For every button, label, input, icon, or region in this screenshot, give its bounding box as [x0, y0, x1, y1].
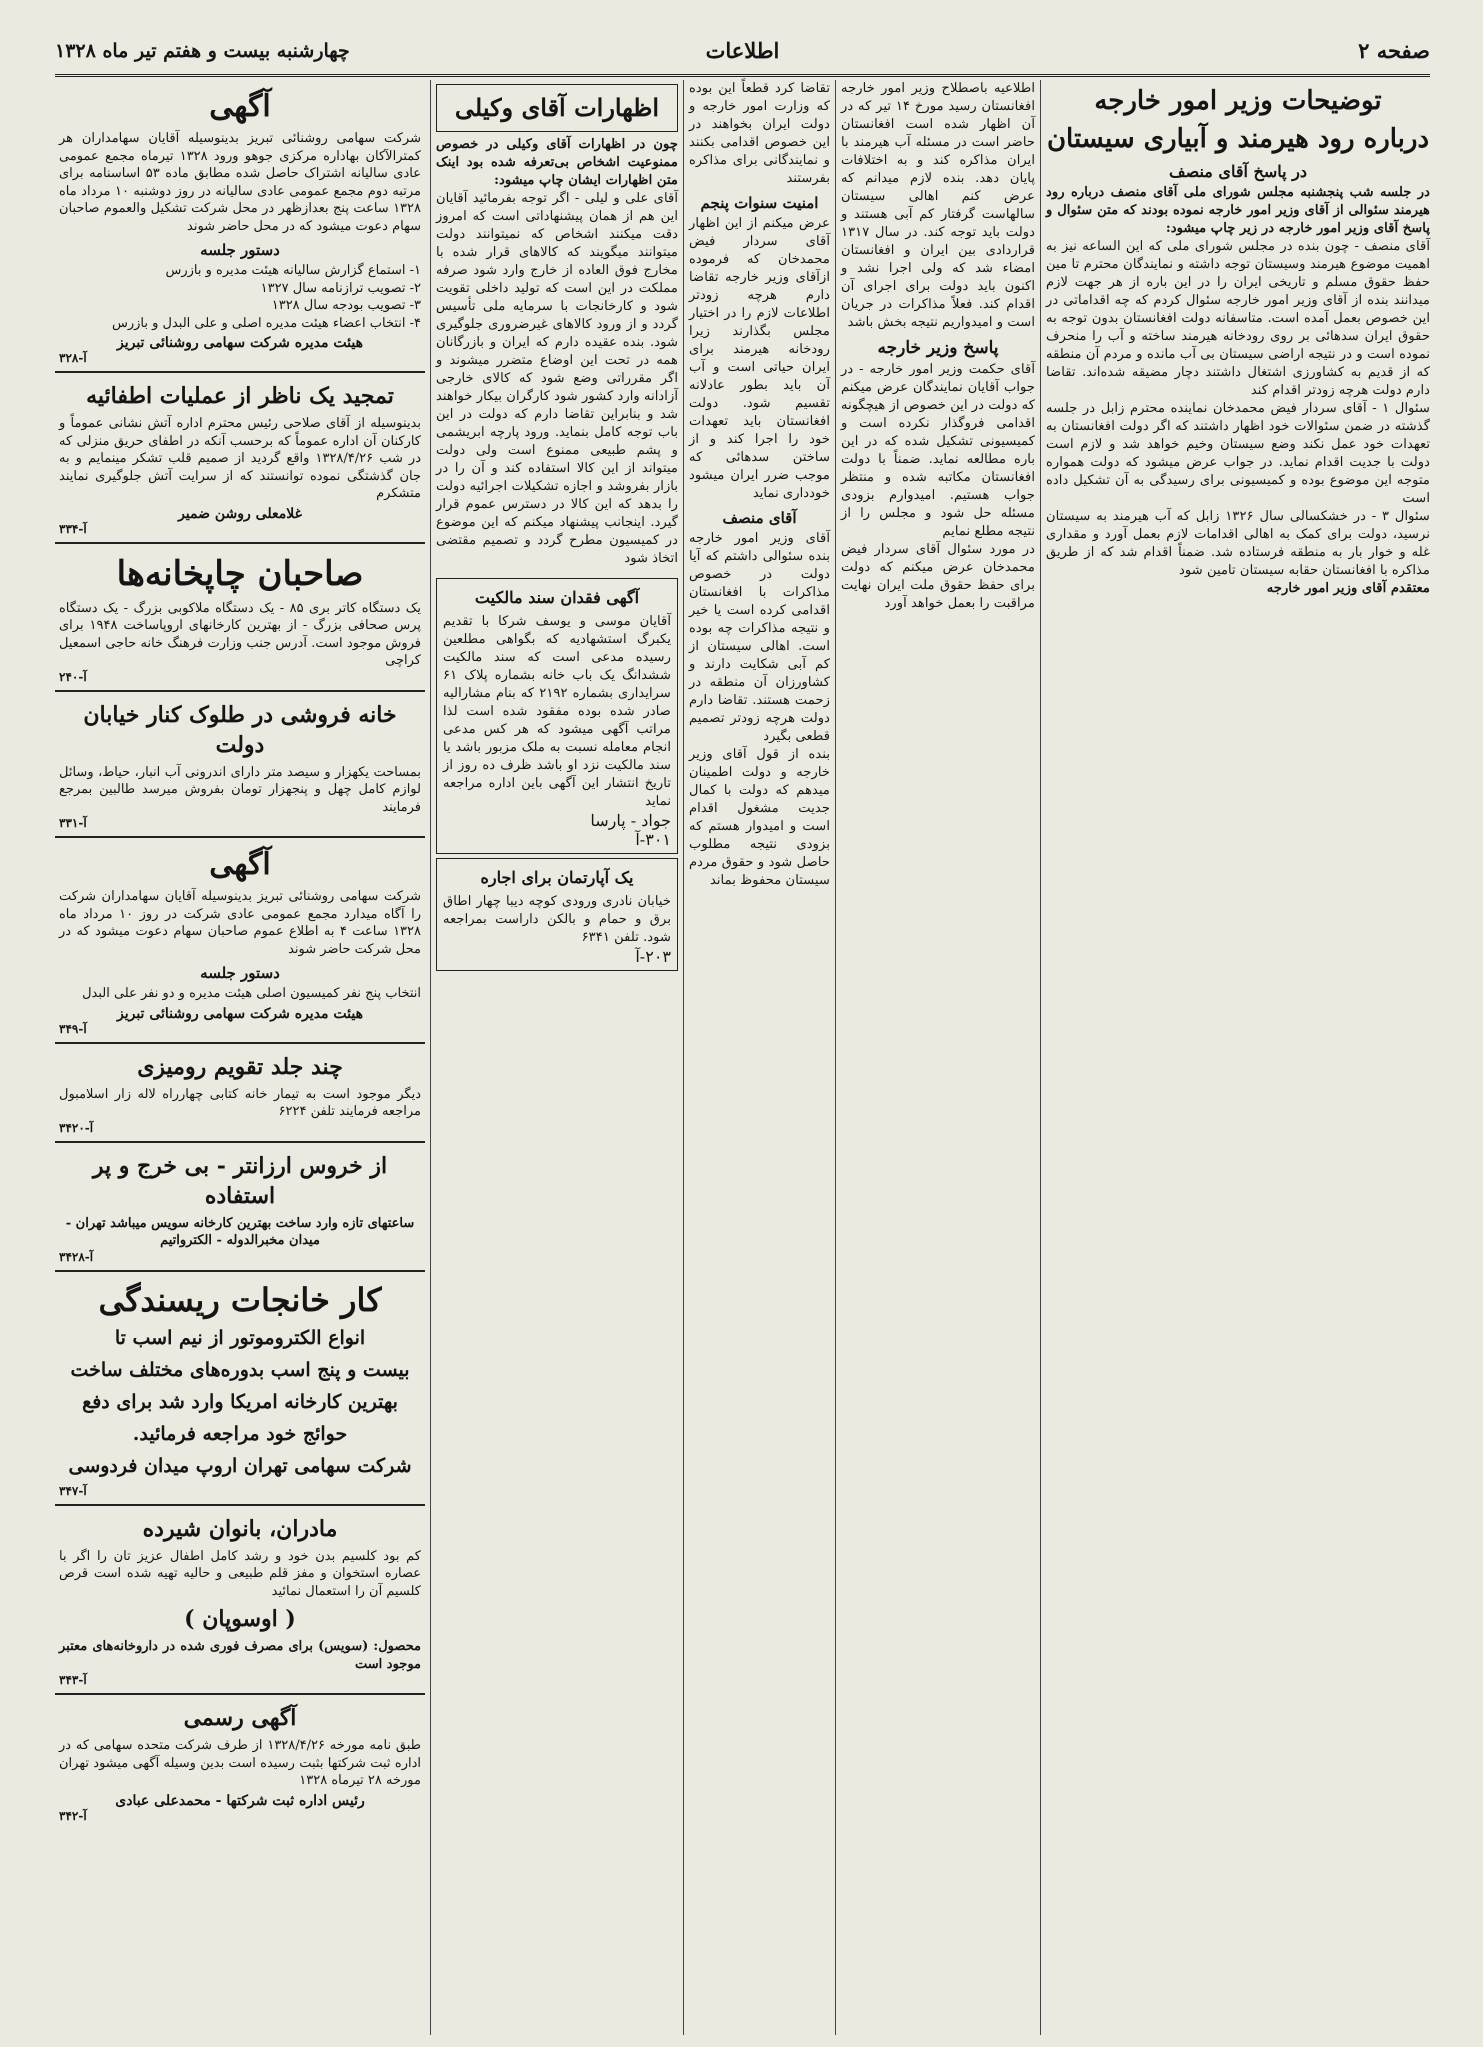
ad-agenda-item: ۲- تصویب ترازنامه سال ۱۳۲۷	[260, 280, 421, 296]
ad-notice-2	[55, 838, 425, 1044]
masthead	[55, 34, 1430, 77]
lead-body: سئوال ۱ - آقای سردار فیض محمدخان نماینده محترم زابل در جلسه گذشته در ضمن سئوالات خود اظهار داشتند که اگر دولت افغانستان به تعهدات خود عمل نکند وضع سیستان وخیم خواهد شد و لازم است دولت با جدیت اقدام نماید. در جواب عرض میشود که دولت همواره متوجه این موضوع بوده و کمیسیونی برای رسیدگی به آن تشکیل داده است	[1046, 401, 1431, 506]
notice-code: ۳۰۱-آ	[635, 830, 671, 849]
article-body: آقای علی و لیلی - اگر توجه بفرمائید آقایان این هم از همان پیشنهاداتی است که امروز دقت میکنند اشخاص که نمیتوانند دولت میتوانند میگویند که کالاهای قرار شده با مخارج فوق العاده از خارج وارد شود صرفه مملکت در این است که تولید داخلی تقویت شود و کارخانجات با سرمایه ملی تأسیس گردد و از ورود کالاهای غیرضروری جلوگیری شود. بنده عقیده دارم که ایران و بازرگانان همه در تحت این اوضاع متضرر میشوند و اگر مقرراتی وضع شود که کالای خارجی آزادانه وارد کشور شود کارگران بیکار خواهند شد و بنابراین تقاضا دارم که دولت در این باب توجه کامل بنماید. ورود پارچه ابریشمی و پشم طبیعی ممنوع است ولی دولت میتواند از این کالا استفاده کند و آن را در بازار بفروشد و اجازه تشکیلات اجرائیه دولت را بدهد که این کالا در دسترس عموم قرار گیرد. اینجانب پیشنهاد میکنم که این موضوع در کمیسیون مطرح گردد و تصمیم مقتضی اتخاذ شود	[436, 191, 678, 566]
notice-title: آگهی فقدان سند مالکیت	[474, 588, 640, 607]
lost-deed-notice	[436, 578, 678, 854]
ad-body: شرکت سهامی روشنائی تبریز بدینوسیله آقایان سهامداران هر کمترالآکان بهاداره مرکزی جوهو ورود ۱۳۲۸ تیرماه مجمع عمومی عادی سالیانه اشتراک حاصل شده مطابق ماده ۵۳ اساسنامه برای مرتبه دوم مجمع عمومی عادی سالیانه در روز دوشنبه ۱۰ مرداد ماه ۱۳۲۸ ساعت پنج بعدازظهر در محل شرکت تشکیل والعموم صاحبان سهام دعوت میشود که در محل حاضر شوند	[59, 131, 421, 234]
ad-title: آگهی	[209, 847, 271, 882]
masthead-page-number: صفحه ۲	[1358, 38, 1430, 63]
apartment-ad	[436, 858, 678, 971]
section-title: پاسخ وزیر خارجه	[877, 338, 999, 358]
ads-column	[55, 80, 425, 1829]
column-rule	[1040, 80, 1041, 2035]
ad-calcium	[55, 1506, 425, 1696]
notice-body: آقایان موسی و یوسف شرکا با تقدیم یکبرگ استشهادیه که بگواهی مطلعین رسیده مدعی است که سند مالکیت ششدانگ یک باب خانه بشماره پلاک ۶۱ سرایداری بشماره ۲۱۹۲ که بنام مشارالیه صادر شده بوده مفقود شده است لذا مراتب آگهی میشود که هر کس مدعی انجام معامله نسبت به ملک مزبور باشد یا سند مالکیت نزد او باشد ظرف ده روز از تاریخ انتشار این آگهی باین اداره مراجعه نماید	[443, 614, 671, 809]
ad-note: محصول: (سویس) برای مصرف فوری شده در داروخانه‌های معتبر موجود است	[59, 1639, 421, 1672]
ad-title: آگهی رسمی	[183, 1705, 297, 1731]
ad-notice-1	[55, 80, 425, 373]
ad-printers	[55, 544, 425, 692]
column-debate	[689, 80, 830, 890]
column-foreign-minister	[841, 80, 1035, 613]
ad-code: ۲۴۰-آ	[59, 669, 87, 684]
column-rule	[430, 80, 431, 2035]
ad-body: ساعتهای تازه وارد ساخت بهترین کارخانه سویس میباشد تهران - میدان مخبرالدوله - الکترواتیم	[65, 1215, 415, 1248]
column-rule	[683, 80, 684, 2035]
masthead-date: چهارشنبه بیست و هفتم تیر ماه ۱۳۲۸	[55, 40, 350, 62]
ad-official	[55, 1695, 425, 1829]
ad-code: ۳۳۱-آ	[59, 816, 87, 830]
ad-line: حوائج خود مراجعه فرمائید.	[132, 1422, 348, 1445]
ad-line: انواع الکتروموتور از نیم اسب تا	[114, 1326, 366, 1349]
notice-signature: جواد - پارسا	[590, 811, 671, 830]
lead-kicker: در پاسخ آقای منصف	[1169, 162, 1307, 181]
ad-title: تمجید یک ناظر از عملیات اطفائیه	[86, 383, 394, 409]
ad-line: شرکت سهامی تهران اروپ میدان فردوسی	[68, 1454, 412, 1477]
section-title: امنیت سنوات پنجم	[700, 194, 819, 212]
ad-agenda-item: ۴- انتخاب اعضاء هیئت مدیره اصلی و علی البدل و بازرس	[111, 315, 421, 331]
article-body: در مورد سئوال آقای سردار فیض محمدخان عرض میکنم که دولت برای حفظ حقوق ملت ایران نهایت مراقبت را بعمل خواهد آورد	[841, 542, 1035, 611]
ad-signature: هیئت مدیره شرکت سهامی روشنائی تبریز	[116, 335, 363, 351]
ad-agenda-title: دستور جلسه	[200, 964, 280, 982]
column-vakili	[436, 80, 678, 975]
ad-body: شرکت سهامی روشنائی تبریز بدینوسیله آقایان سهامداران شرکت را آگاه میدارد مجمع عمومی عادی شرکت در روز ۱۰ مرداد ماه ۱۳۲۸ ساعت ۴ به اطلاع عموم صاحبان سهام دعوت میشود که در محل شرکت حاضر شوند	[59, 889, 421, 957]
column-rule	[835, 80, 836, 2035]
ad-title: چند جلد تقویم رومیزی	[137, 1053, 343, 1080]
ad-body: بمساحت یکهزار و سیصد متر دارای اندرونی آب انبار، حیاط، وسائل لوازم کامل چهل و پنجهزار تومان بفروش میرسد طالبین بمرجع فرمایند	[59, 764, 421, 815]
lead-headline: توضیحات وزیر امور خارجه	[1094, 86, 1382, 116]
ad-agenda-item: ۱- استماع گزارش سالیانه هیئت مدیره و بازرس	[165, 263, 421, 278]
article-title: اظهارات آقای وکیلی	[454, 93, 660, 122]
ad-line: بیست و پنج اسب بدوره‌های مختلف ساخت	[70, 1358, 410, 1381]
article-body: اطلاعیه باصطلاح وزیر امور خارجه افغانستان رسید مورخ ۱۴ تیر که در آن اظهار شده است افغانستان حاضر است در مسئله آب هیرمند با ایران مذاکره کند و به اختلافات پایان دهد. بنده لازم میدانم که عرض کنم اهالی سیستان سالهاست گرفتار کم آبی هستند و دولت باید توجه کند. در سال ۱۳۱۷ قراردادی بین ایران و افغانستان امضاء شد که ولی اجرا نشد و اکنون باید دولت برای اجرای آن اقدام کند. فعلاً مذاکرات در جریان است و امیدواریم نتیجه بخش باشد	[841, 81, 1036, 330]
ad-title: یک آپارتمان برای اجاره	[480, 868, 634, 887]
ad-agenda-item: انتخاب پنج نفر کمیسیون اصلی هیئت مدیره و دو نفر علی البدل	[82, 986, 421, 1001]
article-body: بنده از قول آقای وزیر خارجه و دولت اطمینان میدهم که دولت با کمال جدیت مشغول اقدام است و امیدوار هستم که بزودی نتیجه مطلوب حاصل شود و حقوق مردم سیستان محفوظ بماند	[689, 747, 830, 888]
ad-code: ۳۴۳-آ	[59, 1673, 87, 1687]
ad-body: یک دستگاه کاتر بری ۸۵ - یک دستگاه ملاکوبی بزرگ - یک دستگاه پرس صحافی بزرگ - از بهترین کارخانهای اروپاساخت ۱۹۴۸ برای فروش موجود است. آدرس جنب وزارت فرهنگ خانه حاجی اسمعیل کراچی	[59, 600, 422, 668]
article-body: تقاضا کرد قطعاً این بوده که وزارت امور خارجه و دولت ایران بخواهند در این خصوص اقدامی بکنند و نمایندگانی برای مذاکره بفرستند	[689, 81, 830, 186]
lead-body-end: معتقدم آقای وزیر امور خارجه	[1266, 581, 1430, 596]
ad-body: طبق نامه مورخه ۱۳۲۸/۴/۲۶ از طرف شرکت متحده سهامی که در اداره ثبت شرکتها بثبت رسیده است بدین وسیله آگهی میشود تهران مورخه ۲۸ تیرماه ۱۳۲۸	[59, 1738, 421, 1788]
ad-house-sale	[55, 692, 425, 839]
ad-body: بدینوسیله از آقای صلاحی رئیس محترم اداره آتش نشانی عموماً و کارکنان آن اداره عموماً که برحسب آنکه در اطفای حریق منزلی که در شب ۱۳۲۸/۴/۲۶ واقع گردید از صمیم قلب تشکر مینمایم و به جان گذشتگی نموده توانستند که از سرایت آتش جلوگیری نمایند متشکرم	[59, 416, 421, 501]
section-title: آقای منصف	[722, 509, 797, 527]
masthead-paper-name: اطلاعات	[705, 38, 780, 63]
ad-body: خیابان نادری ورودی کوچه دیبا چهار اطاق برق و حمام و بالکن داراست بمراجعه شود. تلفن ۶۳۴۱	[443, 894, 671, 945]
article-body: آقای حکمت وزیر امور خارجه - در جواب آقایان نمایندگان عرض میکنم که دولت در این خصوص از هیچگونه اقدامی فروگذار نکرده است و کمیسیونی تشکیل شده که در این باره مطالعه نماید. ضمناً با دولت افغانستان مکاتبه شده و منتظر جواب هستیم. امیدوارم بزودی مسئله حل شود و مجلس را از نتیجه مطلع نمایم	[841, 362, 1035, 539]
ad-brand: ( اوسوپان )	[184, 1606, 296, 1632]
lead-body: آقای منصف - چون بنده در مجلس شورای ملی که این الساعه نیز به اهمیت موضوع هیرمند وسیستان توجه داشته و نمایندگان محترم تا مین حفظ حقوق مسلم و تاریخی ایران را در این باره از هر جهت لازم میدانند بنده از آقای وزیر امور خارجه سئوال کردم که چه اقداماتی در این خصوص بعمل آمده است. متاسفانه دولت افغانستان بدون توجه به حقوق ایران سدهائی بر روی رودخانه هیرمند ساخته و آب را منحرف نموده است و در نتیجه اراضی سیستان بی آب مانده و مردم آن منطقه که از قدیم به کشاورزی اشتغال داشتند دچار مضیقه شده‌اند. تقاضا دارم دولت هرچه زودتر اقدام کند	[1046, 239, 1430, 398]
ad-title: خانه فروشی در طلوک کنار خیابان دولت	[83, 701, 397, 758]
ad-title: کار خانجات ریسندگی	[98, 1280, 382, 1319]
ad-title: مادران، بانوان شیرده	[142, 1515, 338, 1542]
article-body: عرض میکنم از این اظهار آقای سردار فیض محمدخان که فرموده ازآقای وزیر خارجه تقاضا دارم هرچه زودتر اطلاعات لازم را در اختیار مجلس بگذارند زیرا رودخانه هیرمند برای ایران حیاتی است و آب آن باید بطور عادلانه تقسیم شود. دولت افغانستان باید تعهدات خود را اجرا کند و از ساختن سدهائی که موجب ضرر ایران میشود خودداری نماید	[689, 216, 830, 501]
ad-title: آگهی	[209, 89, 271, 124]
ad-code: ۳۴۲۰-آ	[59, 1120, 94, 1135]
ad-line: بهترین کارخانه امریکا وارد شد برای دفع	[82, 1390, 398, 1413]
ad-watches	[55, 1143, 425, 1272]
article-header-box	[436, 84, 678, 132]
ad-code: ۳۴۲-آ	[59, 1808, 87, 1823]
ad-signature: رئیس اداره ثبت شرکتها - محمدعلی عبادی	[115, 1792, 365, 1809]
article-intro: چون در اظهارات آقای وکیلی در خصوص ممنوعیت اشخاص بی‌تعرفه شده بود اینک متن اظهارات ایشان چاپ میشود:	[436, 137, 678, 188]
ad-body: دیگر موجود است به تیمار خانه کتابی چهارراه لاله زار اسلامبول مراجعه فرمایند تلفن ۶۲۲۴	[59, 1086, 421, 1119]
ad-signature: هیئت مدیره شرکت سهامی روشنائی تبریز	[116, 1005, 363, 1022]
ad-fire-department	[55, 373, 425, 544]
ad-calendar	[55, 1044, 425, 1143]
lead-subheadline: درباره رود هیرمند و آبیاری سیستان	[1046, 124, 1430, 154]
ad-code: ۳۲۸-آ	[59, 351, 87, 365]
ad-title: صاحبان چاپخانه‌ها	[116, 553, 364, 594]
article-body: آقای وزیر امور خارجه بنده سئوالی داشتم که آیا دولت در خصوص مذاکرات با افغانستان اقدامی کرده است یا خیر و نتیجه مذاکرات چه بوده است. اهالی سیستان از کم آبی شکایت دارند و کشاورزان آن منطقه در زحمت هستند. تقاضا دارم دولت هرچه زودتر تصمیم قطعی بگیرد	[689, 531, 830, 744]
lead-intro: در جلسه شب پنجشنبه مجلس شورای ملی آقای منصف درباره رود هیرمند سئوالی از آقای وزیر امور خارجه نموده بودند که متن سئوال و پاسخ آقای وزیر امور خارجه در زیر چاپ میشود:	[1046, 185, 1430, 236]
ad-agenda-title: دستور جلسه	[200, 241, 280, 259]
ad-agenda-item: ۳- تصویب بودجه سال ۱۳۲۸	[271, 298, 421, 313]
ad-code: ۳۳۴-آ	[59, 521, 87, 536]
ad-body: کم بود کلسیم بدن خود و رشد کامل اطفال عزیز تان را اگر با عصاره استخوان و مفز قلم طبیعی و حالیه تهیه شده است قرص کلسیم آن را استعمال نمائید	[59, 1548, 421, 1599]
ad-code: ۳۴۹-آ	[59, 1021, 87, 1036]
ad-code: ۳۴۷-آ	[59, 1483, 87, 1498]
ad-title: از خروس ارزانتر - بی خرج و پر استفاده	[92, 1152, 388, 1209]
ad-code: ۲۰۳-آ	[635, 947, 671, 966]
lead-body: سئوال ۳ - در خشکسالی سال ۱۳۲۶ زابل که آب هیرمند به سیستان نرسید، دولت برای کمک به اهالی اقدامات لازم بعمل آورد و مقداری غله و خوار بار به منطقه فرستاده شد. ضمناً اقدام شد که از طریق مذاکره با افغانستان حقابه سیستان تامین شود	[1046, 509, 1430, 578]
lead-story-column	[1046, 80, 1430, 598]
ad-code: ۳۴۲۸-آ	[59, 1249, 94, 1264]
ad-signature: غلامعلی روشن ضمیر	[178, 505, 302, 522]
ad-motors	[55, 1272, 425, 1506]
